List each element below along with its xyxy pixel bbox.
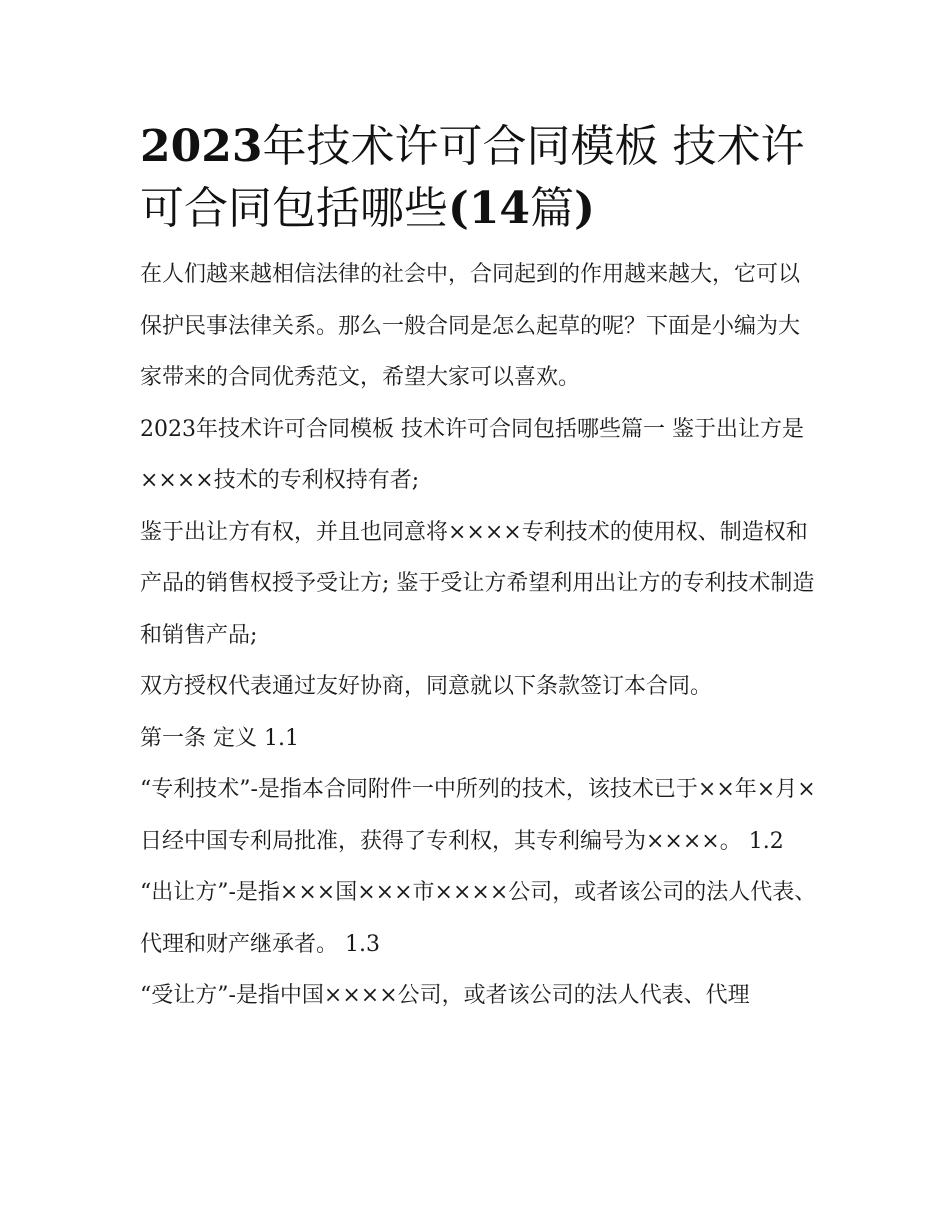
definition-licensor: “出让方”-是指×××国×××市××××公司，或者该公司的法人代表、代理和财产继承者。 1.3 bbox=[140, 880, 817, 957]
title-year: 2023 bbox=[140, 121, 263, 172]
title-close-paren: ) bbox=[574, 183, 595, 234]
paragraph-agreement: 双方授权代表通过友好协商，同意就以下条款签订本合同。 bbox=[140, 674, 713, 699]
title-count-unit: 篇 bbox=[530, 183, 575, 234]
paragraph-recital-2: 鉴于出让方有权，并且也同意将××××专利技术的使用权、制造权和产品的销售权授予受让方; 鉴于受让方希望利用出让方的专利技术制造和销售产品; bbox=[140, 519, 815, 648]
article-heading: 第一条 定义 1.1 bbox=[140, 725, 299, 751]
definition-licensee: “受让方”-是指中国××××公司，或者该公司的法人代表、代理 bbox=[140, 983, 750, 1008]
intro-paragraph: 在人们越来越相信法律的社会中，合同起到的作用越来越大，它可以保护民事法律关系。那么一般合同是怎么起草的呢？下面是小编为大家带来的合同优秀范文，希望大家可以喜欢。 bbox=[140, 262, 801, 390]
title-main-text: 年技术许可合同模板 技术许可合同包括哪些 bbox=[140, 121, 805, 234]
document-title bbox=[140, 116, 820, 240]
title-count: (14 bbox=[448, 183, 531, 234]
paragraph-recital-1: 2023年技术许可合同模板 技术许可合同包括哪些篇一 鉴于出让方是××××技术的专利权持有者; bbox=[140, 416, 804, 493]
document-body bbox=[140, 116, 820, 1022]
definition-patent-technology: “专利技术”-是指本合同附件一中所列的技术，该技术已于××年×月×日经中国专利局批准，获得了专利权，其专利编号为××××。 1.2 bbox=[140, 777, 816, 854]
